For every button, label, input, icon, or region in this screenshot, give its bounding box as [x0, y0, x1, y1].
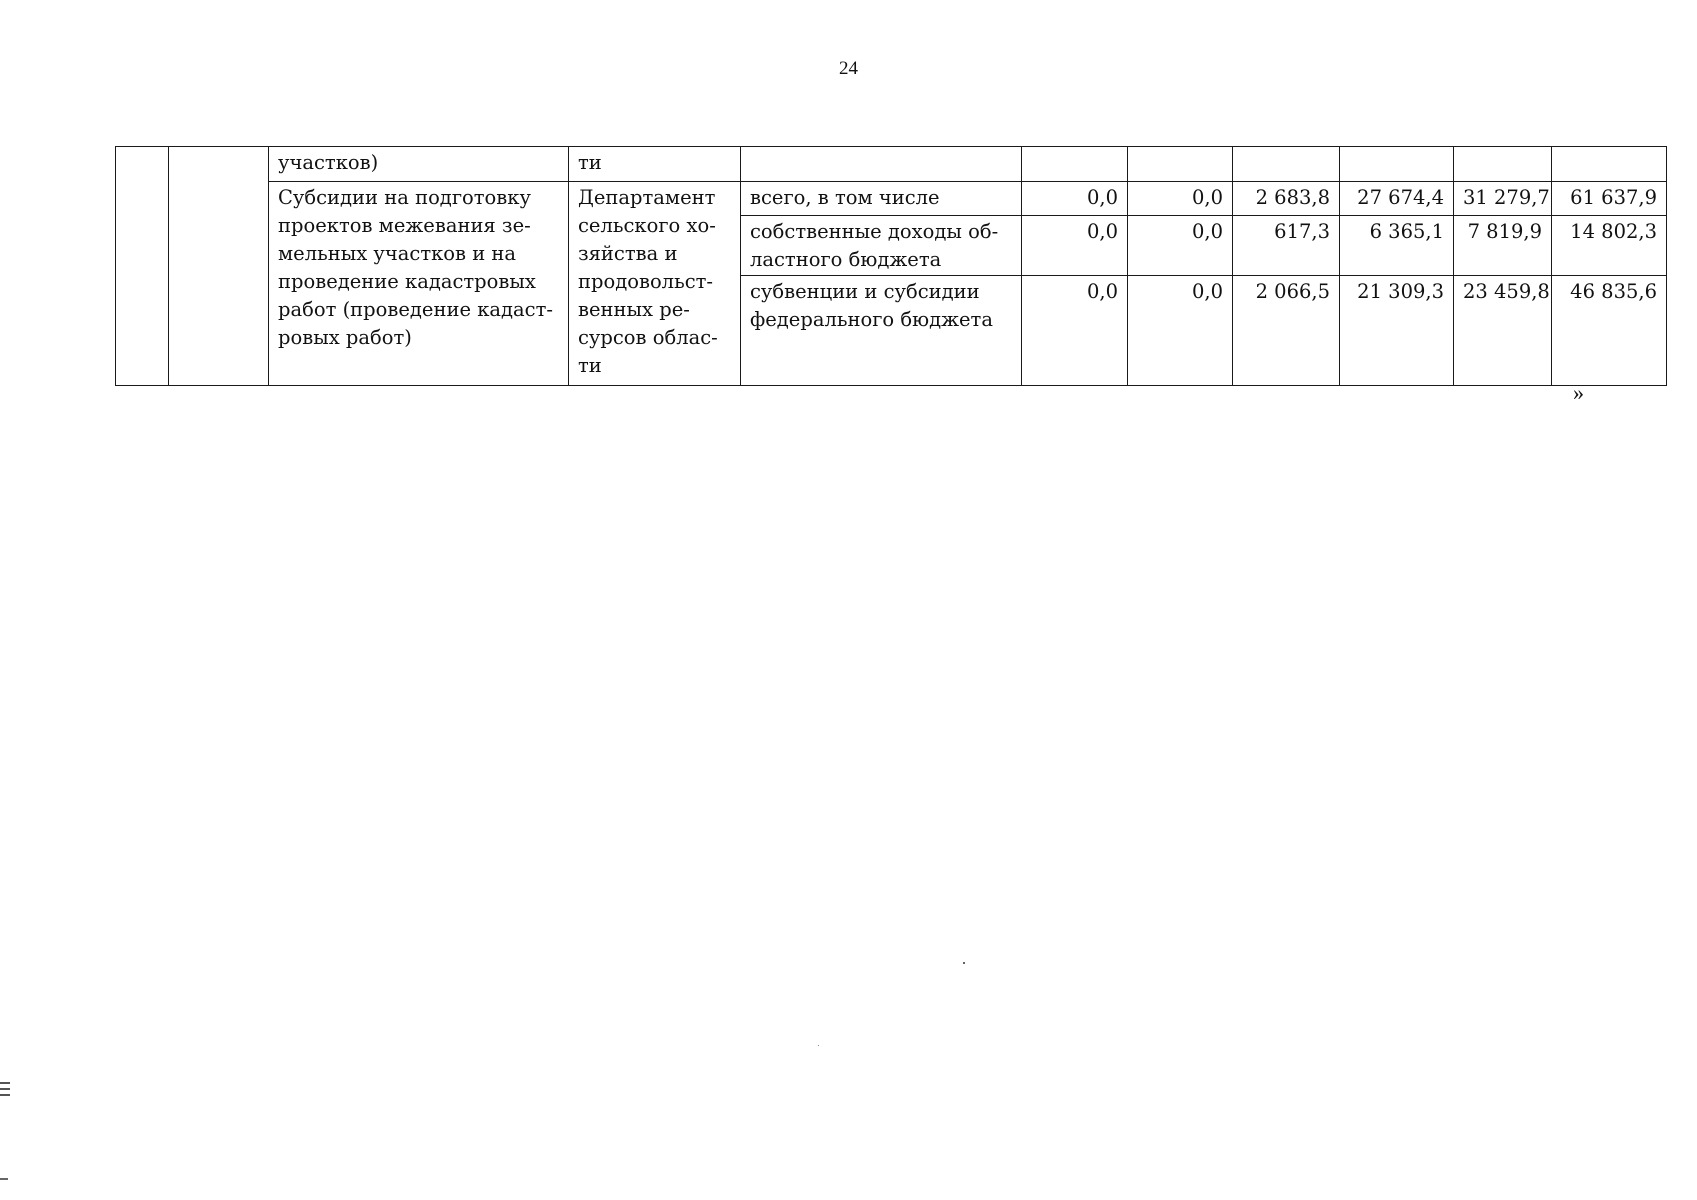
value-cell: 0,0 [1128, 276, 1233, 386]
closing-quote: » [1573, 380, 1584, 405]
budget-table [115, 146, 1667, 386]
index-cell [116, 147, 169, 386]
funding-source-cell: всего, в том числе [741, 182, 1022, 216]
value-cell: 21 309,3 [1340, 276, 1454, 386]
value-cell: 6 365,1 [1340, 216, 1454, 276]
value-cont-cell [1454, 147, 1552, 182]
value-cell: 0,0 [1128, 182, 1233, 216]
value-cell: 27 674,4 [1340, 182, 1454, 216]
value-cell: 61 637,9 [1552, 182, 1667, 216]
source-cont-cell [741, 147, 1022, 182]
funding-source-cell: субвенции и субсидии федерального бюджета [741, 276, 1022, 386]
value-cell: 23 459,8 [1454, 276, 1552, 386]
value-cell: 0,0 [1022, 182, 1128, 216]
table-row-total [116, 182, 1667, 216]
value-cont-cell [1233, 147, 1340, 182]
value-cell: 2 066,5 [1233, 276, 1340, 386]
executor-cell: Департамент сельского хо- зяйства и продовольст- венных ре- сурсов облас- ти [569, 182, 741, 386]
code-cell [169, 147, 269, 386]
scan-speck [963, 962, 965, 964]
funding-source-cell: собственные доходы об- ластного бюджета [741, 216, 1022, 276]
value-cont-cell [1552, 147, 1667, 182]
measure-cont-cell: участков) [269, 147, 569, 182]
scan-artifact [0, 1082, 10, 1084]
scan-artifact [0, 1178, 8, 1180]
value-cell: 0,0 [1128, 216, 1233, 276]
value-cell: 2 683,8 [1233, 182, 1340, 216]
measure-name-cell: Субсидии на подготовку проектов межевания зе- мельных участков и на проведение кадастровых работ (проведение кадаст- ровых работ) [269, 182, 569, 386]
value-cell: 14 802,3 [1552, 216, 1667, 276]
value-cell: 46 835,6 [1552, 276, 1667, 386]
value-cell: 617,3 [1233, 216, 1340, 276]
value-cont-cell [1022, 147, 1128, 182]
continuation-row [116, 147, 1667, 182]
scan-speck [818, 1045, 819, 1046]
value-cell: 0,0 [1022, 276, 1128, 386]
value-cont-cell [1340, 147, 1454, 182]
executor-cont-cell: ти [569, 147, 741, 182]
page-number: 24 [839, 58, 858, 79]
value-cell: 7 819,9 [1454, 216, 1552, 276]
value-cell: 31 279,7 [1454, 182, 1552, 216]
scan-artifact [0, 1094, 10, 1096]
scan-artifact [0, 1088, 10, 1090]
value-cell: 0,0 [1022, 216, 1128, 276]
value-cont-cell [1128, 147, 1233, 182]
